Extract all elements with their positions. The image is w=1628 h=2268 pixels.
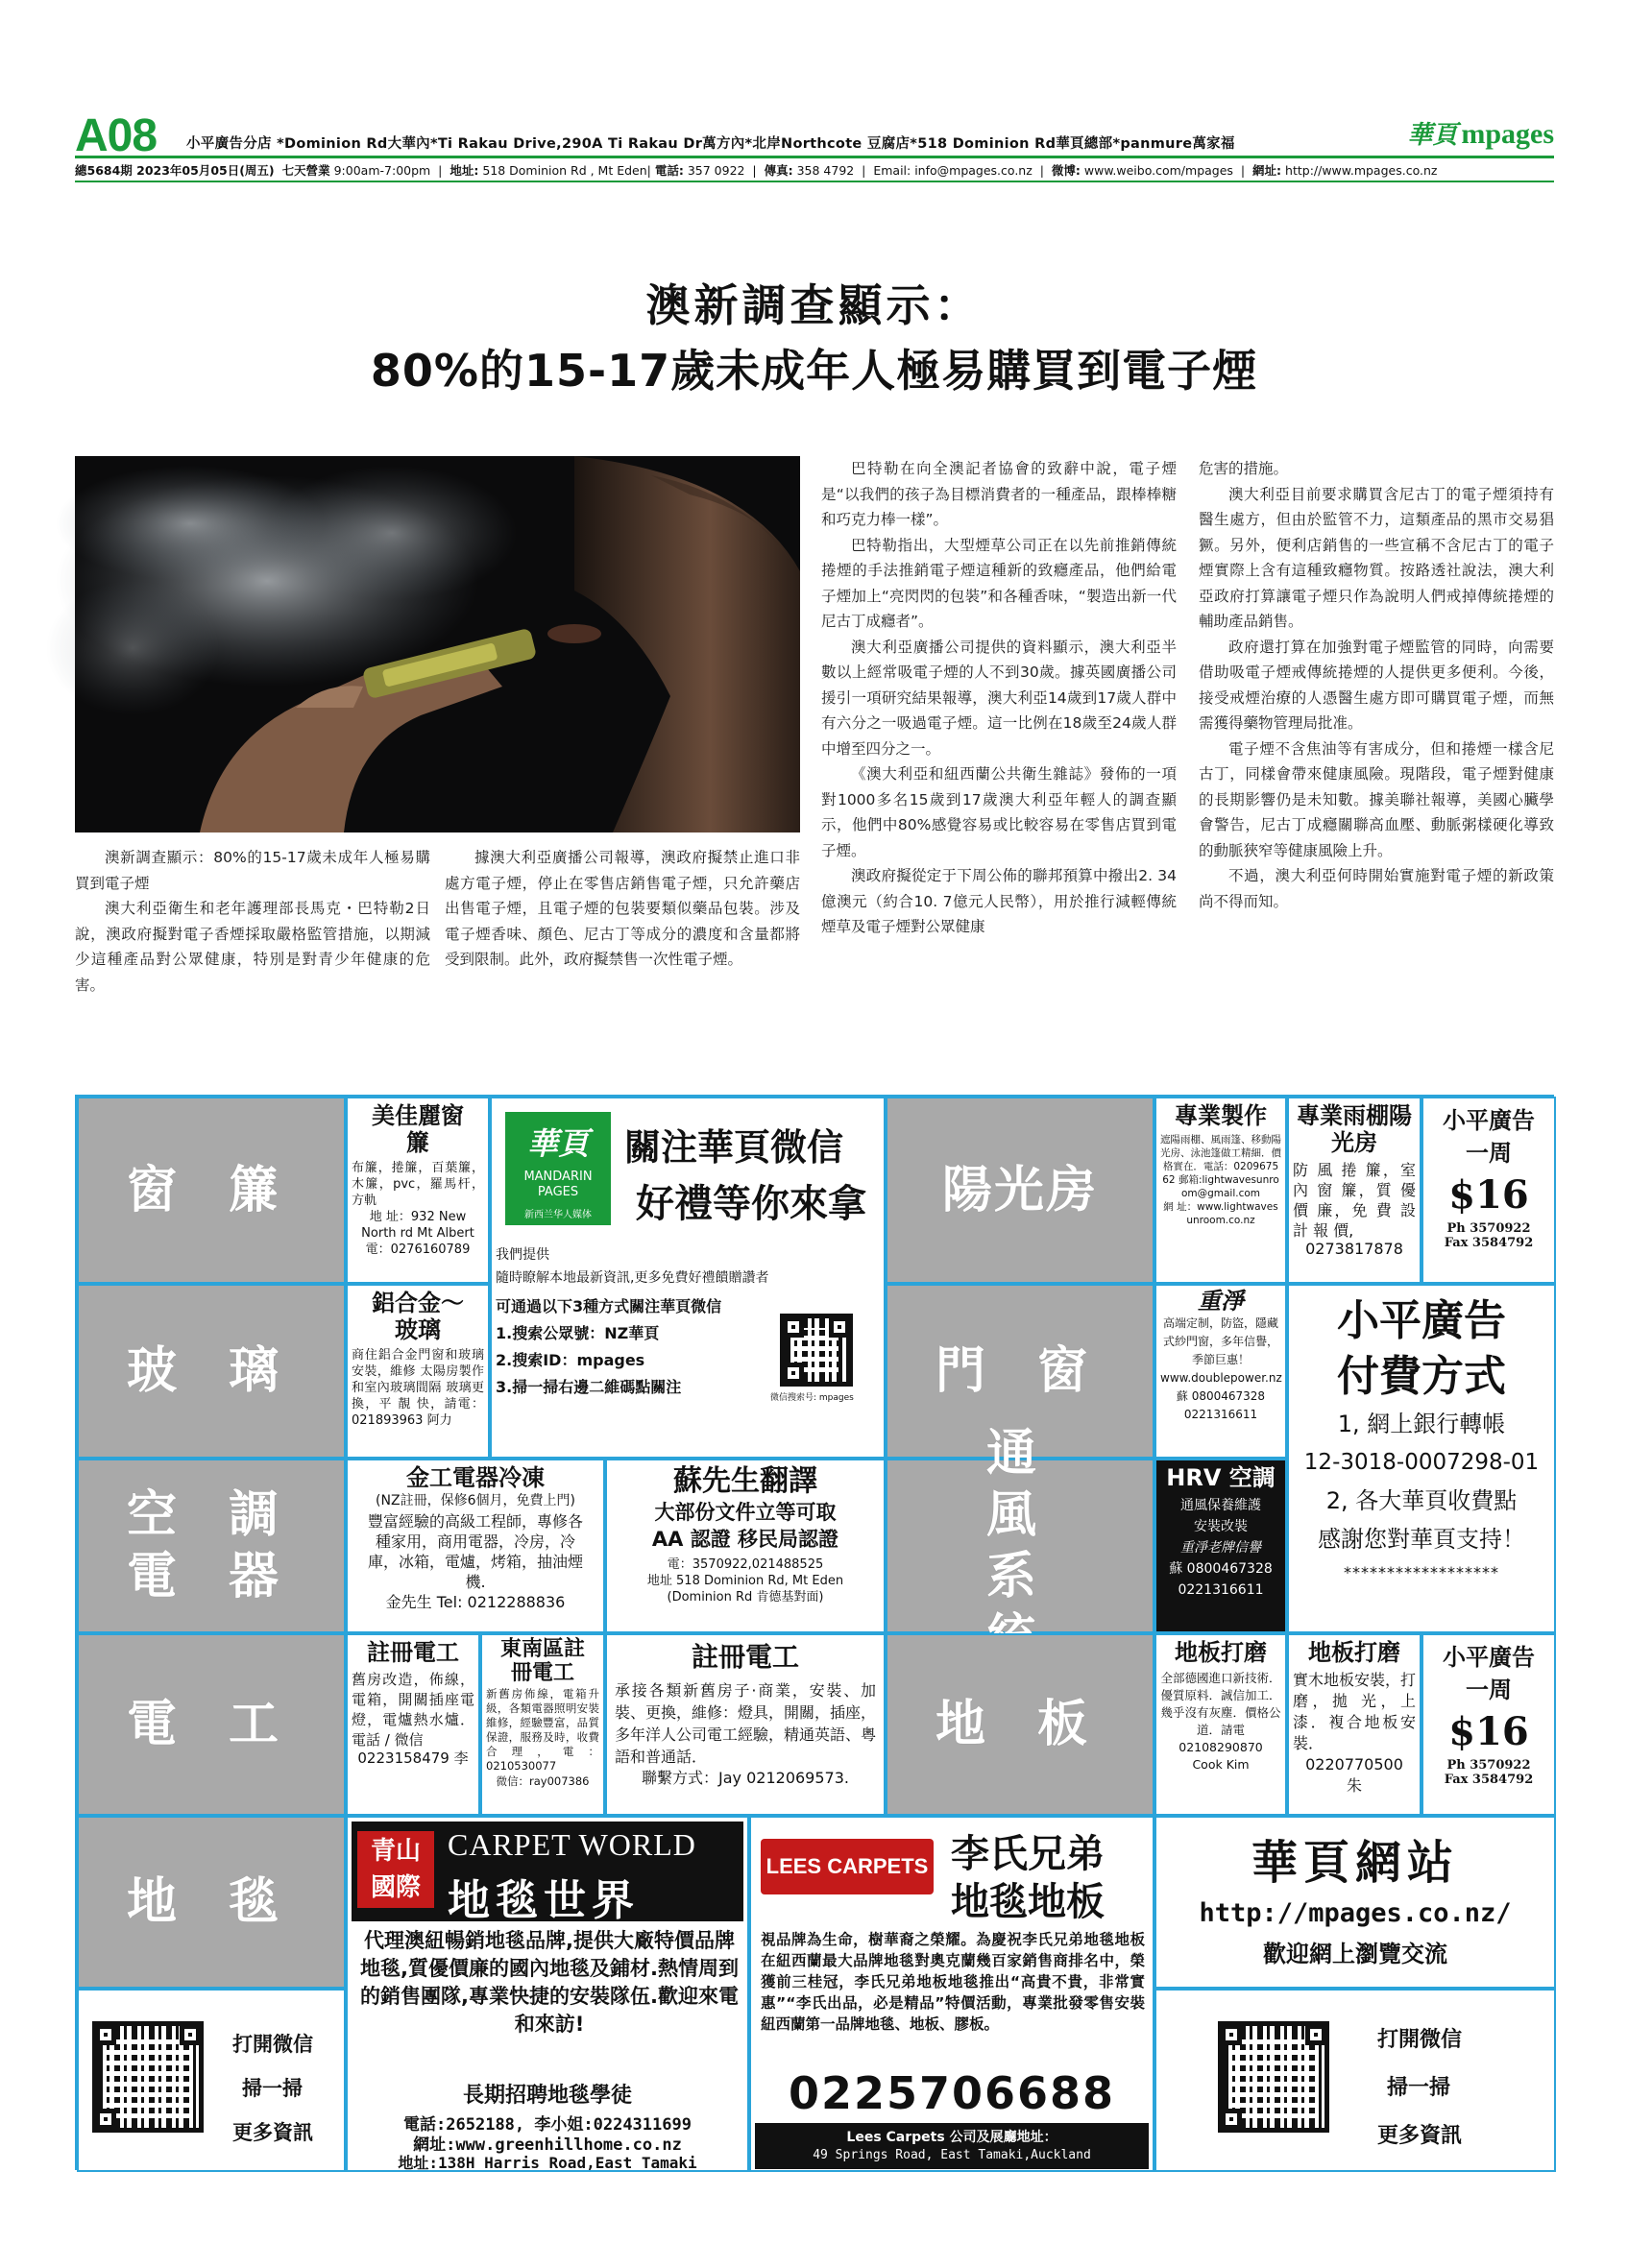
header-rule-bottom (75, 181, 1554, 182)
ad-floor-sanding-zhu[interactable] (1287, 1633, 1421, 1816)
ad-electrician-southeast[interactable] (480, 1633, 605, 1816)
ad-xiaoping-weekly-1[interactable] (1421, 1097, 1556, 1284)
phone-label: 電話: (654, 163, 684, 178)
article-paragraph: 巴特勒在向全澳記者協會的致辭中說，電子煙是“以我們的孩子為目標消費者的一種產品，跟棒棒糖和巧克力棒一樣”。 (821, 460, 1177, 528)
scan-line-1: 打開微信 (232, 2033, 313, 2056)
weibo-link[interactable]: www.weibo.com/mpages (1083, 163, 1233, 178)
wechat-qr-code[interactable] (780, 1314, 853, 1387)
methods-title: 可通過以下3種方式關注華頁微信 (496, 1297, 722, 1315)
website-url[interactable]: http://mpages.co.nz/ (1199, 1898, 1512, 1928)
ad-carpet-world[interactable] (346, 1816, 749, 2172)
ad-phone: 0273817878 (1305, 1240, 1403, 1258)
scan-line-3: 更多資訊 (232, 2121, 313, 2144)
ad-wechat: 微信：ray007386 (496, 1774, 590, 1788)
headline-line-1: 澳新調查顯示： (645, 279, 983, 331)
ad-aluminium-glass[interactable] (346, 1284, 490, 1459)
address: 518 Dominion Rd , Mt Eden (482, 163, 647, 178)
ad-fax: Fax 3584792 (1444, 1236, 1534, 1250)
article-paragraph: 澳大利亞目前要求購買含尼古丁的電子煙須持有醫生處方，但由於監管不力，這類產品的黑市交易猖獗。另外，便利店銷售的一些宣稱不含尼古丁的電子煙實際上含有這種致癮物質。按路透社說法，澳大利亞政府打算讓電子煙只作為說明人們戒掉傳統捲煙的輔助產品銷售。 (1199, 485, 1554, 630)
article-paragraph: 澳大利亞衛生和老年護理部長馬克・巴特勒2日說，澳政府擬對電子香煙採取嚴格監管措施，以期減少這種產品對公眾健康，特別是對青少年健康的危害。 (75, 900, 430, 994)
carpet-world-zh: 地毯世界 (448, 1876, 640, 1925)
article-photo (75, 456, 800, 832)
article-paragraph: 電子煙不含焦油等有害成分，但和捲煙一樣含尼古丁，同樣會帶來健康風險。現階段，電子煙對健康的長期影響仍是未知數。據美聯社報導，美國心臟學會警告，尼古丁成癮關聯高血壓、動脈粥樣硬化導致的動脈狹窄等健康風險上升。 (1199, 739, 1554, 859)
issue-number: 總5684期 2023年05月05日(周五) (75, 163, 275, 178)
ad-meijiali-curtains[interactable] (346, 1097, 490, 1284)
ad-phone-2: 0221316611 (1178, 1582, 1264, 1598)
carpet-world-recruit: 長期招聘地毯學徒 (462, 2084, 632, 2108)
ad-body: 防 風 捲 簾，室 內 窗 簾，質 優 價 廉，免 費 設 計 報 價, (1293, 1161, 1416, 1240)
article-paragraph: 據澳大利亞廣播公司報導，澳政府擬禁止進口非處方電子煙，停止在零售店銷售電子煙，只允許藥店出售電子煙，且電子煙的包裝要類似藥品包裝。涉及電子煙香味、顏色、尼古丁等成分的濃度和含量都將受到限制。此外，政府擬禁售一次性電子煙。 (445, 849, 800, 968)
qr-caption: 微信搜索号: mpages (770, 1393, 854, 1403)
scan-line-2: 掃一掃 (1387, 2076, 1451, 2100)
article-paragraph: 澳政府擬從定于下周公佈的聯邦預算中撥出2. 34億澳元（約合10. 7億元人民幣），用於推行減輕傳統煙草及電子煙對公眾健康 (821, 867, 1177, 935)
ad-phone: Ph 3570922 (1446, 1221, 1531, 1236)
ad-phone: 0223158479 李 (357, 1749, 469, 1767)
ad-brand: 重淨老牌信譽 (1180, 1540, 1261, 1556)
ad-fax: Fax 3584792 (1444, 1773, 1534, 1787)
lees-body: 視品牌為生命，樹華裔之榮耀。為慶祝李氏兄弟地毯地板在紐西蘭最大品牌地毯對奧克蘭幾百家銷售商排名中，榮獲前三桂冠，李氏兄弟地板地毯推出“高貴不貴，非常實惠”“李氏出品，必是精品”特價活動，專業批發零售安裝紐西蘭第一品牌地毯、地板、膠板。 (761, 1931, 1145, 2033)
ad-title: 註冊電工 (367, 1639, 459, 1666)
ad-body: 布簾，捲簾，百葉簾，木簾，pvc，羅馬杆，方軌 (352, 1161, 484, 1208)
ad-electrician-li[interactable] (346, 1633, 480, 1816)
ad-price: $16 (1448, 1709, 1529, 1754)
vaping-illustration (75, 456, 800, 832)
category-floor[interactable]: 地 板 (886, 1633, 1154, 1816)
scan-line-1: 打開微信 (1377, 2028, 1463, 2052)
lees-title-1: 李氏兄弟 (951, 1832, 1105, 1876)
classified-ads-grid (75, 1095, 1554, 2170)
ad-mpages-website[interactable] (1154, 1816, 1556, 1989)
issue-info-line: 總5684期 2023年05月05日(周五) 七天營業 9:00am-7:00pm | 地址: 518 Dominion Rd , Mt Eden| 電話: 357 0922 | 傳真: 358 4792 | Email: info@mpages.co.nz | 微博: www.weibo.com/mpages | 網址: http://www.mpages.co.nz (75, 163, 1438, 178)
carpet-world-banner (352, 1822, 743, 1925)
ad-title: 地板打磨 (1175, 1639, 1267, 1666)
article-column-1 (75, 845, 430, 998)
carpet-world-en: CARPET WORLD (448, 1827, 696, 1862)
category-doors[interactable]: 門 窗 (886, 1284, 1154, 1459)
hours: 9:00am-7:00pm (333, 163, 431, 178)
brand-sub: 新西兰华人媒体 (524, 1210, 592, 1220)
article-column-4 (1199, 456, 1554, 914)
ad-title: 蘇先生翻譯 (673, 1464, 817, 1498)
ad-lees-carpets[interactable] (749, 1816, 1154, 2172)
ad-contact-name: Cook Kim (1192, 1757, 1250, 1772)
scan-qr-code[interactable] (1218, 2021, 1329, 2133)
ad-sunroom-pro[interactable] (1154, 1097, 1287, 1284)
ad-title: 註冊電工 (691, 1641, 799, 1673)
ad-subtitle: (NZ註冊，保修6個月，免費上門) (376, 1493, 575, 1508)
ad-phone: 金先生 Tel: 0212288836 (385, 1593, 566, 1611)
scan-qr-code[interactable] (92, 2021, 204, 2133)
ad-phone: 電：0276160789 (365, 1243, 471, 1257)
ad-title: 鋁合金～玻璃 (372, 1290, 464, 1343)
website-welcome: 歡迎網上瀏覽交流 (1263, 1941, 1447, 1967)
carpet-world-web[interactable]: 網址:www.greenhillhome.co.nz (413, 2135, 682, 2155)
article-paragraph: 政府還打算在加強對電子煙監管的同時，向需要借助吸電子煙戒傳統捲煙的人提供更多便利。今後，接受戒煙治療的人憑醫生處方即可購買電子煙，而無需獲得藥物管理局批准。 (1199, 638, 1554, 732)
article-column-3 (821, 456, 1177, 940)
wechat-subheadline: 好禮等你來拿 (636, 1182, 866, 1226)
carpet-world-seal: 青山國際 (357, 1831, 434, 1908)
payment-method-2: 2, 各大華頁收費點 (1325, 1487, 1518, 1514)
lees-title-2: 地毯地板 (951, 1880, 1105, 1924)
mpages-brand-badge (505, 1112, 611, 1225)
phone: 357 0922 (687, 163, 745, 178)
branch-list: 小平廣告分店 *Dominion Rd大華內*Ti Rakau Drive,290A Ti Rakau Dr萬方內*北岸Northcote 豆腐店*518 Dominion Rd華頁總部*panmure萬家福 (186, 136, 1235, 152)
payment-account: 12-3018-0007298-01 (1303, 1450, 1540, 1475)
hours-label: 七天營業 (281, 163, 330, 178)
address-label: 地址: (450, 163, 479, 178)
ad-title: 美佳麗窗簾 (372, 1102, 464, 1156)
ad-body: 通風保養維護安裝改裝 (1180, 1498, 1261, 1534)
brand-mark: 華頁 (526, 1125, 589, 1162)
article-paragraph: 巴特勒指出，大型煙草公司正在以先前推銷傳統捲煙的手法推銷電子煙這種新的致癮產品，他們給電子煙加上“亮閃閃的包裝”和各種香味，“製造出新一代尼古丁成癮者”。 (821, 536, 1177, 630)
ad-xiaoping-weekly-2[interactable] (1421, 1633, 1556, 1816)
logo-mark: 華頁 (1407, 121, 1458, 150)
lees-carpets-logo: LEES CARPETS (761, 1839, 934, 1894)
ad-canopy[interactable] (1287, 1097, 1421, 1284)
ad-phone-2: 0221316611 (1183, 1408, 1258, 1421)
header-rule (75, 156, 1554, 158)
ad-phone-1: 蘇 0800467328 (1176, 1389, 1266, 1403)
ad-address: 地址 518 Dominion Rd, Mt Eden (646, 1574, 844, 1588)
carpet-world-body: 代理澳紐暢銷地毯品牌,提供大廠特價品牌地毯,質優價廉的國內地毯及鋪材.熱情周到的銷售團隊,專業快捷的安裝隊伍.歡迎來電和來訪! (360, 1929, 739, 2036)
method-2: 2.搜索ID：mpages (496, 1351, 645, 1369)
ad-title: 東南區註冊電工 (499, 1637, 585, 1685)
ad-title: 重淨 (1198, 1288, 1244, 1315)
weibo-label: 微博: (1051, 163, 1081, 178)
category-curtains[interactable]: 窗 簾 (77, 1097, 346, 1284)
ad-floor-sanding-kim[interactable] (1154, 1633, 1287, 1816)
ad-title: 專業雨棚陽光房 (1297, 1102, 1412, 1156)
payment-thanks: 感謝您對華頁支持！ (1318, 1526, 1525, 1553)
article-column-2 (445, 845, 800, 973)
ad-electrician-jay[interactable] (605, 1633, 886, 1816)
ad-title: 專業製作 (1175, 1102, 1267, 1129)
ad-phone: 02108290870 (1178, 1740, 1263, 1754)
provide-label: 我們提供 (496, 1247, 549, 1263)
ad-line-1: 大部份文件立等可取 (654, 1501, 837, 1524)
ad-website[interactable]: 網 址：www.lightwavesunroom.co.nz (1163, 1201, 1278, 1226)
website-title: 華頁網站 (1251, 1836, 1459, 1890)
fax-label: 傳真: (764, 163, 793, 178)
lees-address-label: Lees Carpets 公司及展廳地址： (846, 2130, 1057, 2145)
ad-payment-methods[interactable] (1287, 1284, 1556, 1633)
ad-body: 遮陽雨棚、風雨篷、移動陽光房、泳池篷做工精細．價格實在．電話：020967562 郵箱:lightwavesunroom@gmail.com (1160, 1134, 1281, 1199)
ad-scan-right[interactable] (1154, 1989, 1556, 2172)
fax: 358 4792 (796, 163, 855, 178)
category-glass[interactable]: 玻 璃 (77, 1284, 346, 1459)
lees-address: 49 Springs Road, East Tamaki,Auckland (813, 2148, 1091, 2162)
payment-title-2: 付費方式 (1337, 1352, 1506, 1401)
scan-line-3: 更多資訊 (1377, 2124, 1463, 2148)
category-sunroom[interactable]: 陽光房 (886, 1097, 1154, 1284)
article-paragraph: 澳大利亞廣播公司提供的資料顯示，澳大利亞半數以上經常吸電子煙的人不到30歲。據英國廣播公司援引一項研究結果報導，澳大利亞14歲到17歲人群中有六分之一吸過電子煙。這一比例在18歲至24歲人群中增至四分之一。 (821, 638, 1177, 758)
article-paragraph: 澳新調查顯示：80%的15-17歲未成年人極易購買到電子煙 (75, 849, 430, 892)
ad-body: 舊房改造，佈線，電箱，開關插座電燈，電爐熱水爐．電話 / 微信 (352, 1671, 474, 1749)
method-3: 3.掃一掃右邊二維碼點關注 (496, 1378, 682, 1396)
ad-jin-appliance[interactable] (346, 1459, 605, 1633)
provide-body: 隨時瞭解本地最新資訊,更多免費好禮饋贈讚者 (496, 1270, 769, 1286)
ad-body: 商住鋁合金門窗和玻璃安裝，維修 太陽房製作和室內玻璃間隔 玻璃更換，平 靚 快，請電：021893963 阿力 (352, 1348, 484, 1428)
logo-text: mpages (1461, 118, 1554, 150)
method-1: 1.搜索公眾號：NZ華頁 (496, 1324, 660, 1342)
ad-title: 地板打磨 (1308, 1639, 1400, 1666)
payment-method-1: 1, 網上銀行轉帳 (1337, 1411, 1506, 1437)
brand-english: MANDARIN PAGES (523, 1170, 593, 1199)
article-paragraph: 不過，澳大利亞何時開始實施對電子煙的新政策尚不得而知。 (1199, 867, 1554, 910)
mpages-logo[interactable] (1407, 115, 1554, 151)
ad-address-note: (Dominion Rd 肯德基對面) (667, 1590, 824, 1604)
ad-scan-left[interactable] (77, 1989, 346, 2172)
web-label: 網址: (1252, 163, 1282, 178)
carpet-world-phone: 電話:2652188, 李小姐:0224311699 (403, 2115, 692, 2135)
carpet-world-address: 地址:138H Harris Road,East Tamaki (398, 2154, 697, 2172)
category-aircon[interactable]: 空 調 電 器 (77, 1459, 346, 1633)
lees-address-bar (755, 2123, 1149, 2169)
ad-phone: 電：3570922,021488525 (667, 1557, 824, 1572)
ad-title: HRV 空調 (1166, 1464, 1276, 1491)
ad-title: 小平廣告一周 (1443, 1107, 1535, 1167)
ad-website[interactable]: www.doublepower.nz (1160, 1371, 1282, 1385)
payment-stars: ****************** (1344, 1563, 1499, 1581)
ad-hrv-vent[interactable] (1154, 1459, 1287, 1633)
ad-body: 高端定制，防盜，隱藏式紗門窗，多年信譽，季節巨惠！ (1162, 1316, 1278, 1366)
lees-phone: 0225706688 (788, 2067, 1116, 2119)
wechat-headline: 關注華頁微信 (624, 1126, 844, 1169)
ad-contact: 聯繫方式：Jay 0212069573. (642, 1769, 849, 1787)
article-paragraph: 危害的措施。 (1199, 460, 1289, 477)
ad-body: 全部德國進口新技術．優質原料．誠信加工．幾乎沒有灰塵．價格公道．請電 (1160, 1671, 1281, 1737)
ad-phone: 0220770500 (1305, 1755, 1403, 1773)
ad-phone: Ph 3570922 (1446, 1758, 1531, 1773)
ad-title: 金工電器冷凍 (406, 1464, 545, 1491)
page-header (75, 106, 1554, 182)
ad-body: 新舊房佈線，電箱升級，各類電器照明安裝維修，經驗豐富，品質保證，服務及時，收費合理，電：0210530077 (486, 1687, 599, 1773)
category-vent[interactable]: 風 系 (886, 1459, 1154, 1633)
headline-line-2: 80%的15-17歲未成年人極易購買到電子煙 (370, 345, 1258, 397)
ad-su-translation[interactable] (605, 1459, 886, 1633)
ad-body: 豐富經驗的高級工程師，專修各種家用，商用電器，冷房，冷庫，冰箱，電爐，烤箱，抽油煙機. (367, 1512, 583, 1591)
ad-body: 實木地板安裝，打 磨，拋 光，上漆．複合地板安裝． (1293, 1671, 1417, 1752)
article-paragraph: 《澳大利亞和紐西蘭公共衛生雜誌》發佈的一項對1000多名15歲到17歲澳大利亞年輕人的調查顯示，他們中80%感覺容易或比較容易在零售店買到電子煙。 (821, 765, 1177, 859)
ad-phone-1: 蘇 0800467328 (1169, 1561, 1273, 1577)
email[interactable]: Email: info@mpages.co.nz (873, 163, 1033, 178)
category-carpet[interactable]: 地 毯 (77, 1816, 346, 1989)
ad-body: 承接各類新舊房子·商業，安裝、加裝、更換，維修：燈具，開關，插座，多年洋人公司電工經驗，精通英語、粵語和普通話． (615, 1681, 877, 1766)
ad-price: $16 (1448, 1172, 1529, 1218)
ad-address: 地 址：932 New North rd Mt Albert (361, 1210, 474, 1241)
ad-title: 小平廣告一周 (1443, 1644, 1535, 1703)
payment-title-1: 小平廣告 (1337, 1296, 1506, 1345)
scan-line-2: 掃一掃 (242, 2077, 303, 2100)
web-link[interactable]: http://www.mpages.co.nz (1285, 163, 1438, 178)
category-electric[interactable]: 電 工 (77, 1633, 346, 1816)
ad-contact-name: 朱 (1346, 1776, 1362, 1795)
page-number: A08 (75, 110, 158, 161)
ad-chongjing-doors[interactable] (1154, 1284, 1287, 1459)
ad-line-2: AA 認證 移民局認證 (651, 1528, 839, 1551)
ad-wechat-promo[interactable] (490, 1097, 886, 1459)
